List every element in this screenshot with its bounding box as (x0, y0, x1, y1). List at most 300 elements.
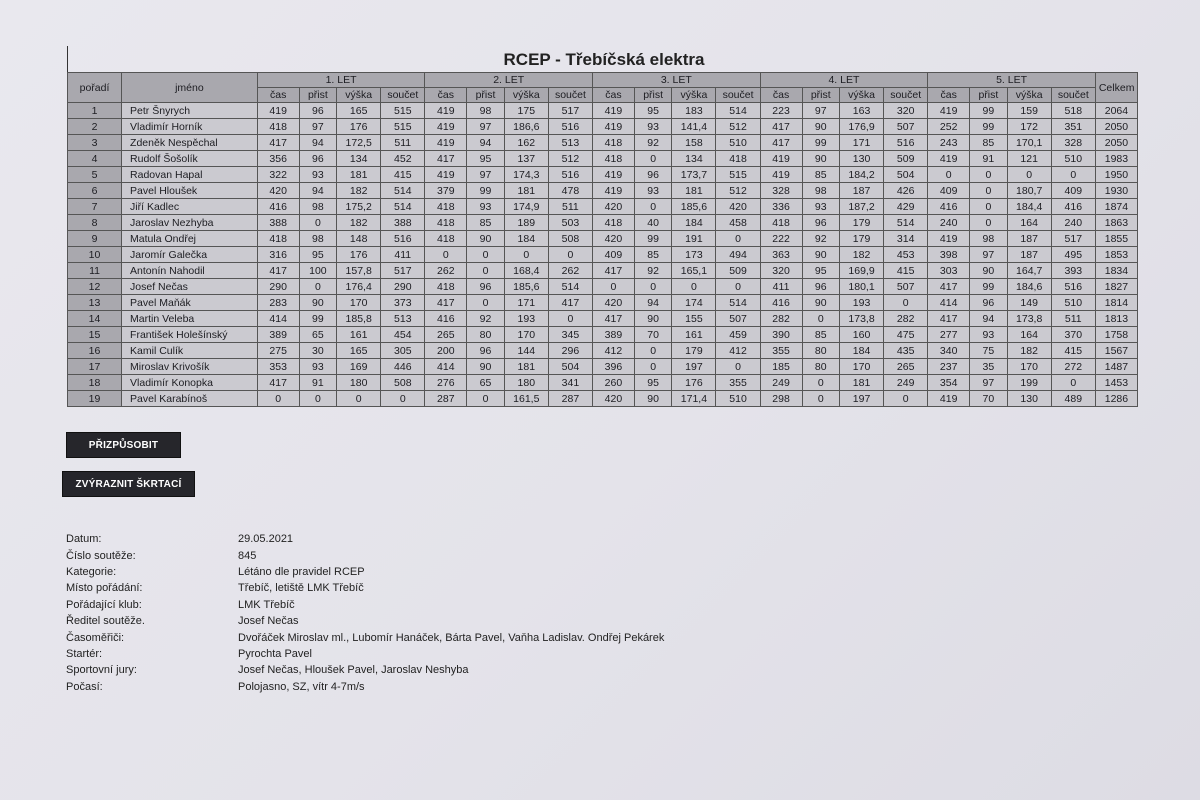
zvyraznit-skrtaci-button[interactable]: ZVÝRAZNIT ŠKRTACÍ (62, 471, 195, 497)
score-cell: 417 (548, 295, 592, 311)
score-cell: 93 (802, 199, 840, 215)
score-cell: 189 (504, 215, 548, 231)
score-cell: 171 (840, 135, 884, 151)
rank-cell: 13 (68, 295, 122, 311)
subheader-cell: přist (970, 88, 1008, 103)
total-cell: 1930 (1095, 183, 1137, 199)
score-cell: 420 (592, 231, 634, 247)
score-cell: 507 (884, 119, 928, 135)
table-row (68, 263, 1138, 279)
score-cell: 90 (970, 263, 1008, 279)
score-cell: 328 (1051, 135, 1095, 151)
score-cell: 97 (467, 119, 505, 135)
score-cell: 159 (1007, 103, 1051, 119)
score-cell: 0 (970, 183, 1008, 199)
score-cell: 419 (760, 167, 802, 183)
score-cell: 173,8 (840, 311, 884, 327)
score-cell: 419 (928, 231, 970, 247)
score-cell: 417 (425, 295, 467, 311)
score-cell: 420 (592, 199, 634, 215)
score-cell: 328 (760, 183, 802, 199)
score-cell: 184 (504, 231, 548, 247)
score-cell: 249 (884, 375, 928, 391)
page-title: RCEP - Třebíčská elektra (503, 50, 705, 69)
score-cell: 92 (802, 231, 840, 247)
score-cell: 184,2 (840, 167, 884, 183)
score-cell: 419 (425, 135, 467, 151)
score-cell: 96 (467, 279, 505, 295)
name-cell: Kamil Culík (122, 343, 258, 359)
score-cell: 454 (381, 327, 425, 343)
score-cell: 176 (672, 375, 716, 391)
score-cell: 355 (716, 375, 760, 391)
score-cell: 418 (592, 151, 634, 167)
score-cell: 162 (504, 135, 548, 151)
score-cell: 93 (634, 183, 672, 199)
score-cell: 170,1 (1007, 135, 1051, 151)
score-cell: 90 (467, 359, 505, 375)
score-cell: 187 (840, 183, 884, 199)
subheader-cell: čas (760, 88, 802, 103)
score-cell: 0 (299, 391, 337, 407)
info-value: Dvořáček Miroslav ml., Lubomír Hanáček, Bárta Pavel, Vaňha Ladislav. Ondřej Pekárek (238, 631, 665, 644)
subheader-cell: výška (672, 88, 716, 103)
score-cell: 415 (1051, 343, 1095, 359)
score-cell: 419 (592, 119, 634, 135)
rank-cell: 18 (68, 375, 122, 391)
score-cell: 0 (467, 263, 505, 279)
header-round-5: 5. LET (928, 73, 1096, 88)
score-cell: 416 (1051, 199, 1095, 215)
score-cell: 90 (634, 391, 672, 407)
score-cell: 176,9 (840, 119, 884, 135)
name-cell: Radovan Hapal (122, 167, 258, 183)
score-cell: 420 (257, 183, 299, 199)
subheader-cell: přist (299, 88, 337, 103)
score-cell: 513 (548, 135, 592, 151)
subheader-cell: čas (592, 88, 634, 103)
info-label: Sportovní jury: (66, 664, 137, 677)
total-cell: 1827 (1095, 279, 1137, 295)
score-cell: 85 (970, 135, 1008, 151)
score-cell: 353 (257, 359, 299, 375)
subheader-cell: výška (337, 88, 381, 103)
score-cell: 96 (467, 343, 505, 359)
info-value: LMK Třebíč (238, 598, 295, 611)
subheader-cell: přist (467, 88, 505, 103)
info-value: 29.05.2021 (238, 533, 294, 546)
score-cell: 0 (716, 231, 760, 247)
score-cell: 70 (970, 391, 1008, 407)
score-cell: 0 (970, 215, 1008, 231)
score-cell: 96 (802, 215, 840, 231)
info-label: Startér: (66, 647, 103, 660)
score-cell: 418 (592, 215, 634, 231)
score-cell: 137 (504, 151, 548, 167)
score-cell: 275 (257, 343, 299, 359)
score-cell: 276 (425, 375, 467, 391)
score-cell: 90 (634, 311, 672, 327)
score-cell: 240 (1051, 215, 1095, 231)
score-cell: 417 (928, 311, 970, 327)
total-cell: 1814 (1095, 295, 1137, 311)
score-cell: 97 (970, 247, 1008, 263)
score-cell: 237 (928, 359, 970, 375)
score-cell: 0 (381, 391, 425, 407)
score-cell: 182 (337, 215, 381, 231)
score-cell: 134 (337, 151, 381, 167)
score-cell: 187 (1007, 231, 1051, 247)
score-cell: 514 (716, 103, 760, 119)
results-table-header (68, 73, 1138, 103)
score-cell: 98 (299, 231, 337, 247)
score-cell: 249 (760, 375, 802, 391)
info-value: Třebíč, letiště LMK Třebíč (238, 582, 364, 595)
subheader-cell: výška (504, 88, 548, 103)
table-row (68, 375, 1138, 391)
score-cell: 512 (716, 119, 760, 135)
score-cell: 518 (1051, 103, 1095, 119)
score-cell: 65 (299, 327, 337, 343)
score-cell: 91 (970, 151, 1008, 167)
score-cell: 305 (381, 343, 425, 359)
score-cell: 180,7 (1007, 183, 1051, 199)
table-row (68, 135, 1138, 151)
score-cell: 0 (337, 391, 381, 407)
score-cell: 419 (425, 119, 467, 135)
total-cell: 1863 (1095, 215, 1137, 231)
score-cell: 158 (672, 135, 716, 151)
score-cell: 184,4 (1007, 199, 1051, 215)
score-cell: 409 (928, 183, 970, 199)
total-cell: 1983 (1095, 151, 1137, 167)
total-cell: 1487 (1095, 359, 1137, 375)
score-cell: 90 (802, 151, 840, 167)
score-cell: 453 (884, 247, 928, 263)
score-cell: 507 (884, 279, 928, 295)
info-value: Létáno dle pravidel RCEP (238, 565, 365, 578)
score-cell: 418 (425, 215, 467, 231)
score-cell: 179 (840, 215, 884, 231)
subheader-cell: čas (425, 88, 467, 103)
score-cell: 0 (548, 311, 592, 327)
score-cell: 411 (760, 279, 802, 295)
score-cell: 398 (928, 247, 970, 263)
score-cell: 420 (592, 391, 634, 407)
score-cell: 379 (425, 183, 467, 199)
name-cell: Pavel Maňák (122, 295, 258, 311)
score-cell: 180 (504, 375, 548, 391)
score-cell: 516 (548, 119, 592, 135)
score-cell: 414 (425, 359, 467, 375)
score-cell: 504 (884, 167, 928, 183)
score-cell: 419 (928, 103, 970, 119)
score-cell: 171,4 (672, 391, 716, 407)
score-cell: 0 (634, 279, 672, 295)
score-cell: 0 (1007, 167, 1051, 183)
score-cell: 510 (1051, 295, 1095, 311)
info-value: Pyrochta Pavel (238, 647, 312, 660)
total-cell: 1286 (1095, 391, 1137, 407)
score-cell: 75 (970, 343, 1008, 359)
score-cell: 516 (1051, 279, 1095, 295)
score-cell: 164 (1007, 327, 1051, 343)
score-cell: 415 (381, 167, 425, 183)
score-cell: 99 (467, 183, 505, 199)
rank-cell: 16 (68, 343, 122, 359)
score-cell: 168,4 (504, 263, 548, 279)
score-cell: 452 (381, 151, 425, 167)
score-cell: 419 (592, 183, 634, 199)
score-cell: 243 (928, 135, 970, 151)
score-cell: 508 (548, 231, 592, 247)
info-value: Polojasno, SZ, vítr 4-7m/s (238, 680, 365, 693)
subheader-cell: výška (840, 88, 884, 103)
score-cell: 417 (257, 263, 299, 279)
header-celkem: Celkem (1095, 73, 1137, 103)
score-cell: 176,4 (337, 279, 381, 295)
score-cell: 187,2 (840, 199, 884, 215)
score-cell: 417 (592, 263, 634, 279)
score-cell: 290 (381, 279, 425, 295)
score-cell: 418 (425, 279, 467, 295)
score-cell: 516 (548, 167, 592, 183)
score-cell: 290 (257, 279, 299, 295)
score-cell: 170 (840, 359, 884, 375)
score-cell: 93 (634, 119, 672, 135)
score-cell: 510 (1051, 151, 1095, 167)
score-cell: 95 (467, 151, 505, 167)
table-row (68, 215, 1138, 231)
score-cell: 181 (504, 183, 548, 199)
score-cell: 287 (425, 391, 467, 407)
score-cell: 96 (299, 151, 337, 167)
prizpusobit-button[interactable]: PŘIZPŮSOBIT (66, 432, 181, 458)
rank-cell: 6 (68, 183, 122, 199)
score-cell: 0 (884, 295, 928, 311)
info-row (66, 580, 664, 596)
score-cell: 130 (1007, 391, 1051, 407)
score-cell: 282 (884, 311, 928, 327)
name-cell: Pavel Hloušek (122, 183, 258, 199)
score-cell: 418 (257, 119, 299, 135)
score-cell: 197 (672, 359, 716, 375)
score-cell: 459 (716, 327, 760, 343)
score-cell: 504 (548, 359, 592, 375)
score-cell: 316 (257, 247, 299, 263)
score-cell: 370 (1051, 327, 1095, 343)
score-cell: 514 (381, 199, 425, 215)
header-round-3: 3. LET (592, 73, 760, 88)
score-cell: 420 (716, 199, 760, 215)
score-cell: 185,6 (504, 279, 548, 295)
subheader-cell: součet (884, 88, 928, 103)
score-cell: 0 (467, 247, 505, 263)
table-row (68, 391, 1138, 407)
total-cell: 1758 (1095, 327, 1137, 343)
subheader-cell: součet (548, 88, 592, 103)
score-cell: 97 (467, 167, 505, 183)
score-cell: 0 (592, 279, 634, 295)
score-cell: 417 (257, 135, 299, 151)
score-cell: 417 (592, 311, 634, 327)
rank-cell: 3 (68, 135, 122, 151)
score-cell: 298 (760, 391, 802, 407)
score-cell: 514 (716, 295, 760, 311)
score-cell: 30 (299, 343, 337, 359)
score-cell: 96 (299, 103, 337, 119)
score-cell: 511 (381, 135, 425, 151)
score-cell: 412 (592, 343, 634, 359)
score-cell: 511 (548, 199, 592, 215)
score-cell: 172 (1007, 119, 1051, 135)
score-cell: 0 (548, 247, 592, 263)
info-label: Kategorie: (66, 565, 117, 578)
name-cell: Miroslav Krivošík (122, 359, 258, 375)
score-cell: 0 (634, 199, 672, 215)
score-cell: 414 (928, 295, 970, 311)
score-cell: 161 (337, 327, 381, 343)
score-cell: 345 (548, 327, 592, 343)
score-cell: 262 (548, 263, 592, 279)
score-cell: 0 (802, 391, 840, 407)
score-cell: 184,6 (1007, 279, 1051, 295)
rank-cell: 7 (68, 199, 122, 215)
score-cell: 157,8 (337, 263, 381, 279)
score-cell: 514 (548, 279, 592, 295)
score-cell: 388 (257, 215, 299, 231)
total-cell: 2050 (1095, 119, 1137, 135)
score-cell: 99 (970, 119, 1008, 135)
score-cell: 90 (802, 247, 840, 263)
subheader-cell: čas (928, 88, 970, 103)
score-cell: 130 (840, 151, 884, 167)
score-cell: 141,4 (672, 119, 716, 135)
rank-cell: 19 (68, 391, 122, 407)
score-cell: 0 (1051, 167, 1095, 183)
table-row (68, 343, 1138, 359)
score-cell: 495 (1051, 247, 1095, 263)
score-cell: 182 (337, 183, 381, 199)
score-cell: 165 (337, 343, 381, 359)
table-row (68, 279, 1138, 295)
score-cell: 411 (381, 247, 425, 263)
score-cell: 265 (425, 327, 467, 343)
score-cell: 165,1 (672, 263, 716, 279)
score-cell: 355 (760, 343, 802, 359)
score-cell: 420 (592, 295, 634, 311)
score-cell: 170 (337, 295, 381, 311)
score-cell: 85 (634, 247, 672, 263)
score-cell: 94 (299, 135, 337, 151)
score-cell: 418 (425, 199, 467, 215)
name-cell: Zdeněk Nespěchal (122, 135, 258, 151)
score-cell: 458 (716, 215, 760, 231)
info-label: Číslo soutěže: (66, 549, 136, 562)
score-cell: 416 (928, 199, 970, 215)
name-cell: Matula Ondřej (122, 231, 258, 247)
score-cell: 184 (672, 215, 716, 231)
score-cell: 170 (504, 327, 548, 343)
subheader-cell: přist (634, 88, 672, 103)
score-cell: 478 (548, 183, 592, 199)
score-cell: 373 (381, 295, 425, 311)
score-cell: 197 (840, 391, 884, 407)
rank-cell: 15 (68, 327, 122, 343)
score-cell: 510 (716, 391, 760, 407)
score-cell: 416 (425, 311, 467, 327)
score-cell: 283 (257, 295, 299, 311)
score-cell: 435 (884, 343, 928, 359)
score-cell: 516 (381, 231, 425, 247)
score-cell: 272 (1051, 359, 1095, 375)
score-cell: 98 (467, 103, 505, 119)
score-cell: 181 (504, 359, 548, 375)
subheader-cell: přist (802, 88, 840, 103)
rank-cell: 14 (68, 311, 122, 327)
score-cell: 252 (928, 119, 970, 135)
score-cell: 390 (760, 327, 802, 343)
total-cell: 1853 (1095, 247, 1137, 263)
total-cell: 1855 (1095, 231, 1137, 247)
score-cell: 176 (337, 247, 381, 263)
info-row (66, 646, 664, 662)
score-cell: 70 (634, 327, 672, 343)
header-jmeno: jméno (122, 73, 258, 103)
name-cell: Jiří Kadlec (122, 199, 258, 215)
score-cell: 515 (381, 119, 425, 135)
score-cell: 240 (928, 215, 970, 231)
score-cell: 96 (802, 279, 840, 295)
score-cell: 0 (299, 279, 337, 295)
score-cell: 99 (970, 103, 1008, 119)
score-cell: 98 (802, 183, 840, 199)
score-cell: 320 (884, 103, 928, 119)
info-label: Datum: (66, 533, 102, 546)
score-cell: 99 (802, 135, 840, 151)
score-cell: 182 (840, 247, 884, 263)
score-cell: 265 (884, 359, 928, 375)
score-cell: 416 (257, 199, 299, 215)
score-cell: 419 (928, 391, 970, 407)
score-cell: 184 (840, 343, 884, 359)
score-cell: 0 (634, 359, 672, 375)
score-cell: 336 (760, 199, 802, 215)
score-cell: 174 (672, 295, 716, 311)
table-row (68, 199, 1138, 215)
table-row (68, 359, 1138, 375)
total-cell: 1834 (1095, 263, 1137, 279)
score-cell: 354 (928, 375, 970, 391)
score-cell: 303 (928, 263, 970, 279)
score-cell: 185,8 (337, 311, 381, 327)
score-cell: 199 (1007, 375, 1051, 391)
info-row (66, 613, 664, 629)
score-cell: 507 (716, 311, 760, 327)
score-cell: 0 (504, 247, 548, 263)
score-cell: 92 (634, 263, 672, 279)
score-cell: 508 (381, 375, 425, 391)
name-cell: Jaromír Galečka (122, 247, 258, 263)
score-cell: 155 (672, 311, 716, 327)
score-cell: 93 (970, 327, 1008, 343)
score-cell: 187 (1007, 247, 1051, 263)
score-cell: 97 (970, 375, 1008, 391)
results-table (67, 72, 1138, 407)
score-cell: 412 (716, 343, 760, 359)
rank-cell: 8 (68, 215, 122, 231)
score-cell: 409 (1051, 183, 1095, 199)
